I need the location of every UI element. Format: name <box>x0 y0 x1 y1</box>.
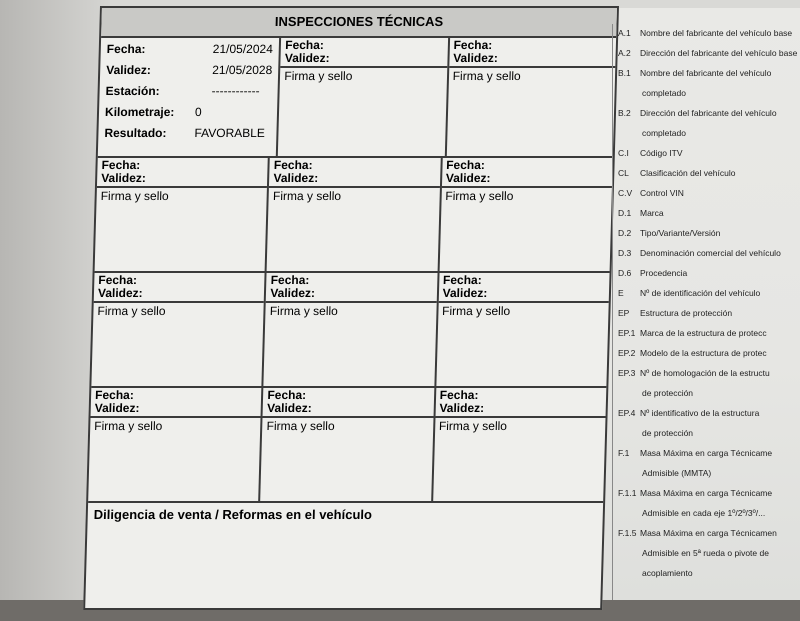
kilometraje-value: 0 <box>194 105 202 119</box>
fecha-label: Fecha: <box>101 158 141 172</box>
legend-text: Masa Máxima en carga Técnicame <box>640 448 773 458</box>
inspection-cell <box>91 273 266 386</box>
legend-code: C.V <box>618 188 633 198</box>
firma-label: Firma y sello <box>284 69 353 83</box>
legend-text: Nombre del fabricante del vehículo base <box>640 28 793 38</box>
inspection-cell <box>95 158 270 271</box>
legend-code: D.2 <box>618 228 632 238</box>
legend-continuation: completado <box>642 88 686 98</box>
validez-label: Validez: <box>442 286 488 300</box>
resultado-label: Resultado: <box>104 126 167 140</box>
legend-item <box>618 528 800 539</box>
legend-text: Dirección del fabricante del vehículo <box>640 108 777 118</box>
legend-continuation: completado <box>642 128 686 138</box>
legend-text: Nombre del fabricante del vehículo <box>640 68 772 78</box>
legend-continuation: Admisible en cada eje 1º/2º/3º/... <box>642 508 766 518</box>
legend-item <box>618 368 800 379</box>
firma-label: Firma y sello <box>269 304 339 318</box>
inspection-cell <box>433 388 606 501</box>
legend-code: D.1 <box>618 208 632 218</box>
legend-item <box>618 148 800 159</box>
legend-code: F.1.5 <box>618 528 637 538</box>
diligencia-title: Diligencia de venta / Reformas en el vehículo <box>93 507 373 522</box>
legend-item <box>618 408 800 419</box>
legend-item <box>618 248 800 259</box>
legend-item <box>618 328 800 339</box>
legend-code: CL <box>618 168 629 178</box>
firma-label: Firma y sello <box>441 304 511 318</box>
validez-label: Validez: <box>94 401 140 415</box>
inspection-cell <box>278 38 450 156</box>
inspection-cell <box>436 273 609 386</box>
validez-label: Validez: <box>270 286 316 300</box>
side-divider <box>612 24 613 600</box>
first-inspection-cell <box>98 38 282 156</box>
firma-label: Firma y sello <box>445 189 514 203</box>
kilometraje-label: Kilometraje: <box>104 105 175 119</box>
legend-code: EP.3 <box>618 368 636 378</box>
inspection-cell <box>446 38 616 156</box>
fecha-label: Fecha: <box>106 42 146 56</box>
legend-code: D.6 <box>618 268 632 278</box>
validez-label: Validez: <box>97 286 143 300</box>
estacion-label: Estación: <box>105 84 160 98</box>
legend-code: D.3 <box>618 248 632 258</box>
legend-continuation: Admisible en 5ª rueda o pivote de <box>642 548 769 558</box>
firma-label: Firma y sello <box>100 189 169 203</box>
legend-text: Marca <box>640 208 664 218</box>
firma-label: Firma y sello <box>272 189 342 203</box>
legend-code: B.2 <box>618 108 631 118</box>
fecha-label: Fecha: <box>285 38 325 52</box>
estacion-value: ------------ <box>211 84 260 98</box>
resultado-value: FAVORABLE <box>194 126 266 140</box>
legend-text: Tipo/Variante/Versión <box>640 228 721 238</box>
legend-code: EP.1 <box>618 328 636 338</box>
legend-text: Procedencia <box>640 268 688 278</box>
legend-code: E <box>618 288 624 298</box>
inspection-cell <box>267 158 442 271</box>
inspection-row <box>88 388 606 503</box>
diligencia-section <box>85 503 603 621</box>
legend-text: Masa Máxima en carga Técnicamen <box>640 528 777 538</box>
legend-continuation: de protección <box>642 428 694 438</box>
legend-text: Denominación comercial del vehículo <box>640 248 781 258</box>
legend-item <box>618 488 800 499</box>
legend-item <box>618 48 800 59</box>
validez-label: Validez: <box>106 63 152 77</box>
legend-text: Control VIN <box>640 188 684 198</box>
legend-code: B.1 <box>618 68 631 78</box>
legend-item <box>618 348 800 359</box>
legend-text: Clasificación del vehículo <box>640 168 736 178</box>
firma-label: Firma y sello <box>266 419 335 433</box>
legend-text: Marca de la estructura de protecc <box>640 328 767 338</box>
legend-item <box>618 288 800 299</box>
validez-label: Validez: <box>273 171 319 185</box>
legend-continuation: Admisible (MMTA) <box>642 468 712 478</box>
inspection-cell <box>439 158 612 271</box>
legend-text: Masa Máxima en carga Técnicame <box>640 488 773 498</box>
legend-code: A.1 <box>618 28 631 38</box>
legend-code: A.2 <box>618 48 631 58</box>
inspection-row <box>95 158 613 273</box>
legend-text: Nº de homologación de la estructu <box>640 368 770 378</box>
validez-label: Validez: <box>453 51 499 65</box>
legend-item <box>618 208 800 219</box>
legend-continuation: de protección <box>642 388 694 398</box>
inspection-row <box>91 273 609 388</box>
legend-code: C.I <box>618 148 629 158</box>
firma-label: Firma y sello <box>438 419 508 433</box>
inspection-cell <box>261 388 436 501</box>
fecha-label: Fecha: <box>442 273 482 287</box>
legend-text: Código ITV <box>640 148 683 158</box>
legend-text: Estructura de protección <box>640 308 733 318</box>
validez-label: Validez: <box>266 401 312 415</box>
legend-item <box>618 108 800 119</box>
legend-text: Nº identificativo de la estructura <box>640 408 760 418</box>
validez-label: Validez: <box>101 171 147 185</box>
legend-item <box>618 448 800 459</box>
legend-code: EP.2 <box>618 348 636 358</box>
legend-text: Dirección del fabricante del vehículo base <box>640 48 798 58</box>
legend-item <box>618 168 800 179</box>
validez-label: Validez: <box>439 401 485 415</box>
fecha-label: Fecha: <box>98 273 138 287</box>
validez-label: Validez: <box>284 51 330 65</box>
legend-text: Modelo de la estructura de protec <box>640 348 767 358</box>
fecha-value: 21/05/2024 <box>212 42 274 56</box>
legend-item <box>618 268 800 279</box>
legend-code: F.1.1 <box>618 488 637 498</box>
legend-item <box>618 228 800 239</box>
firma-label: Firma y sello <box>94 419 163 433</box>
fecha-label: Fecha: <box>446 158 486 172</box>
legend-code: F.1 <box>618 448 630 458</box>
form-title: INSPECCIONES TÉCNICAS <box>101 8 617 38</box>
fecha-label: Fecha: <box>267 388 307 402</box>
legend-continuation: acoplamiento <box>642 568 693 578</box>
fecha-label: Fecha: <box>270 273 310 287</box>
legend-code: EP <box>618 308 630 318</box>
legend-code: EP.4 <box>618 408 636 418</box>
inspection-cell <box>264 273 439 386</box>
firma-label: Firma y sello <box>97 304 166 318</box>
legend-item <box>618 28 800 39</box>
legend-item <box>618 308 800 319</box>
fecha-label: Fecha: <box>273 158 313 172</box>
legend-item <box>618 68 800 79</box>
legend-item <box>618 188 800 199</box>
validez-value: 21/05/2028 <box>212 63 273 77</box>
inspection-row <box>98 38 616 158</box>
inspection-cell <box>88 388 263 501</box>
fecha-label: Fecha: <box>453 38 493 52</box>
fecha-label: Fecha: <box>94 388 135 402</box>
legend-text: Nº de identificación del vehículo <box>640 288 761 298</box>
fecha-label: Fecha: <box>439 388 479 402</box>
validez-label: Validez: <box>445 171 491 185</box>
inspection-form <box>83 6 619 610</box>
field-code-legend <box>618 28 800 588</box>
firma-label: Firma y sello <box>452 69 521 83</box>
